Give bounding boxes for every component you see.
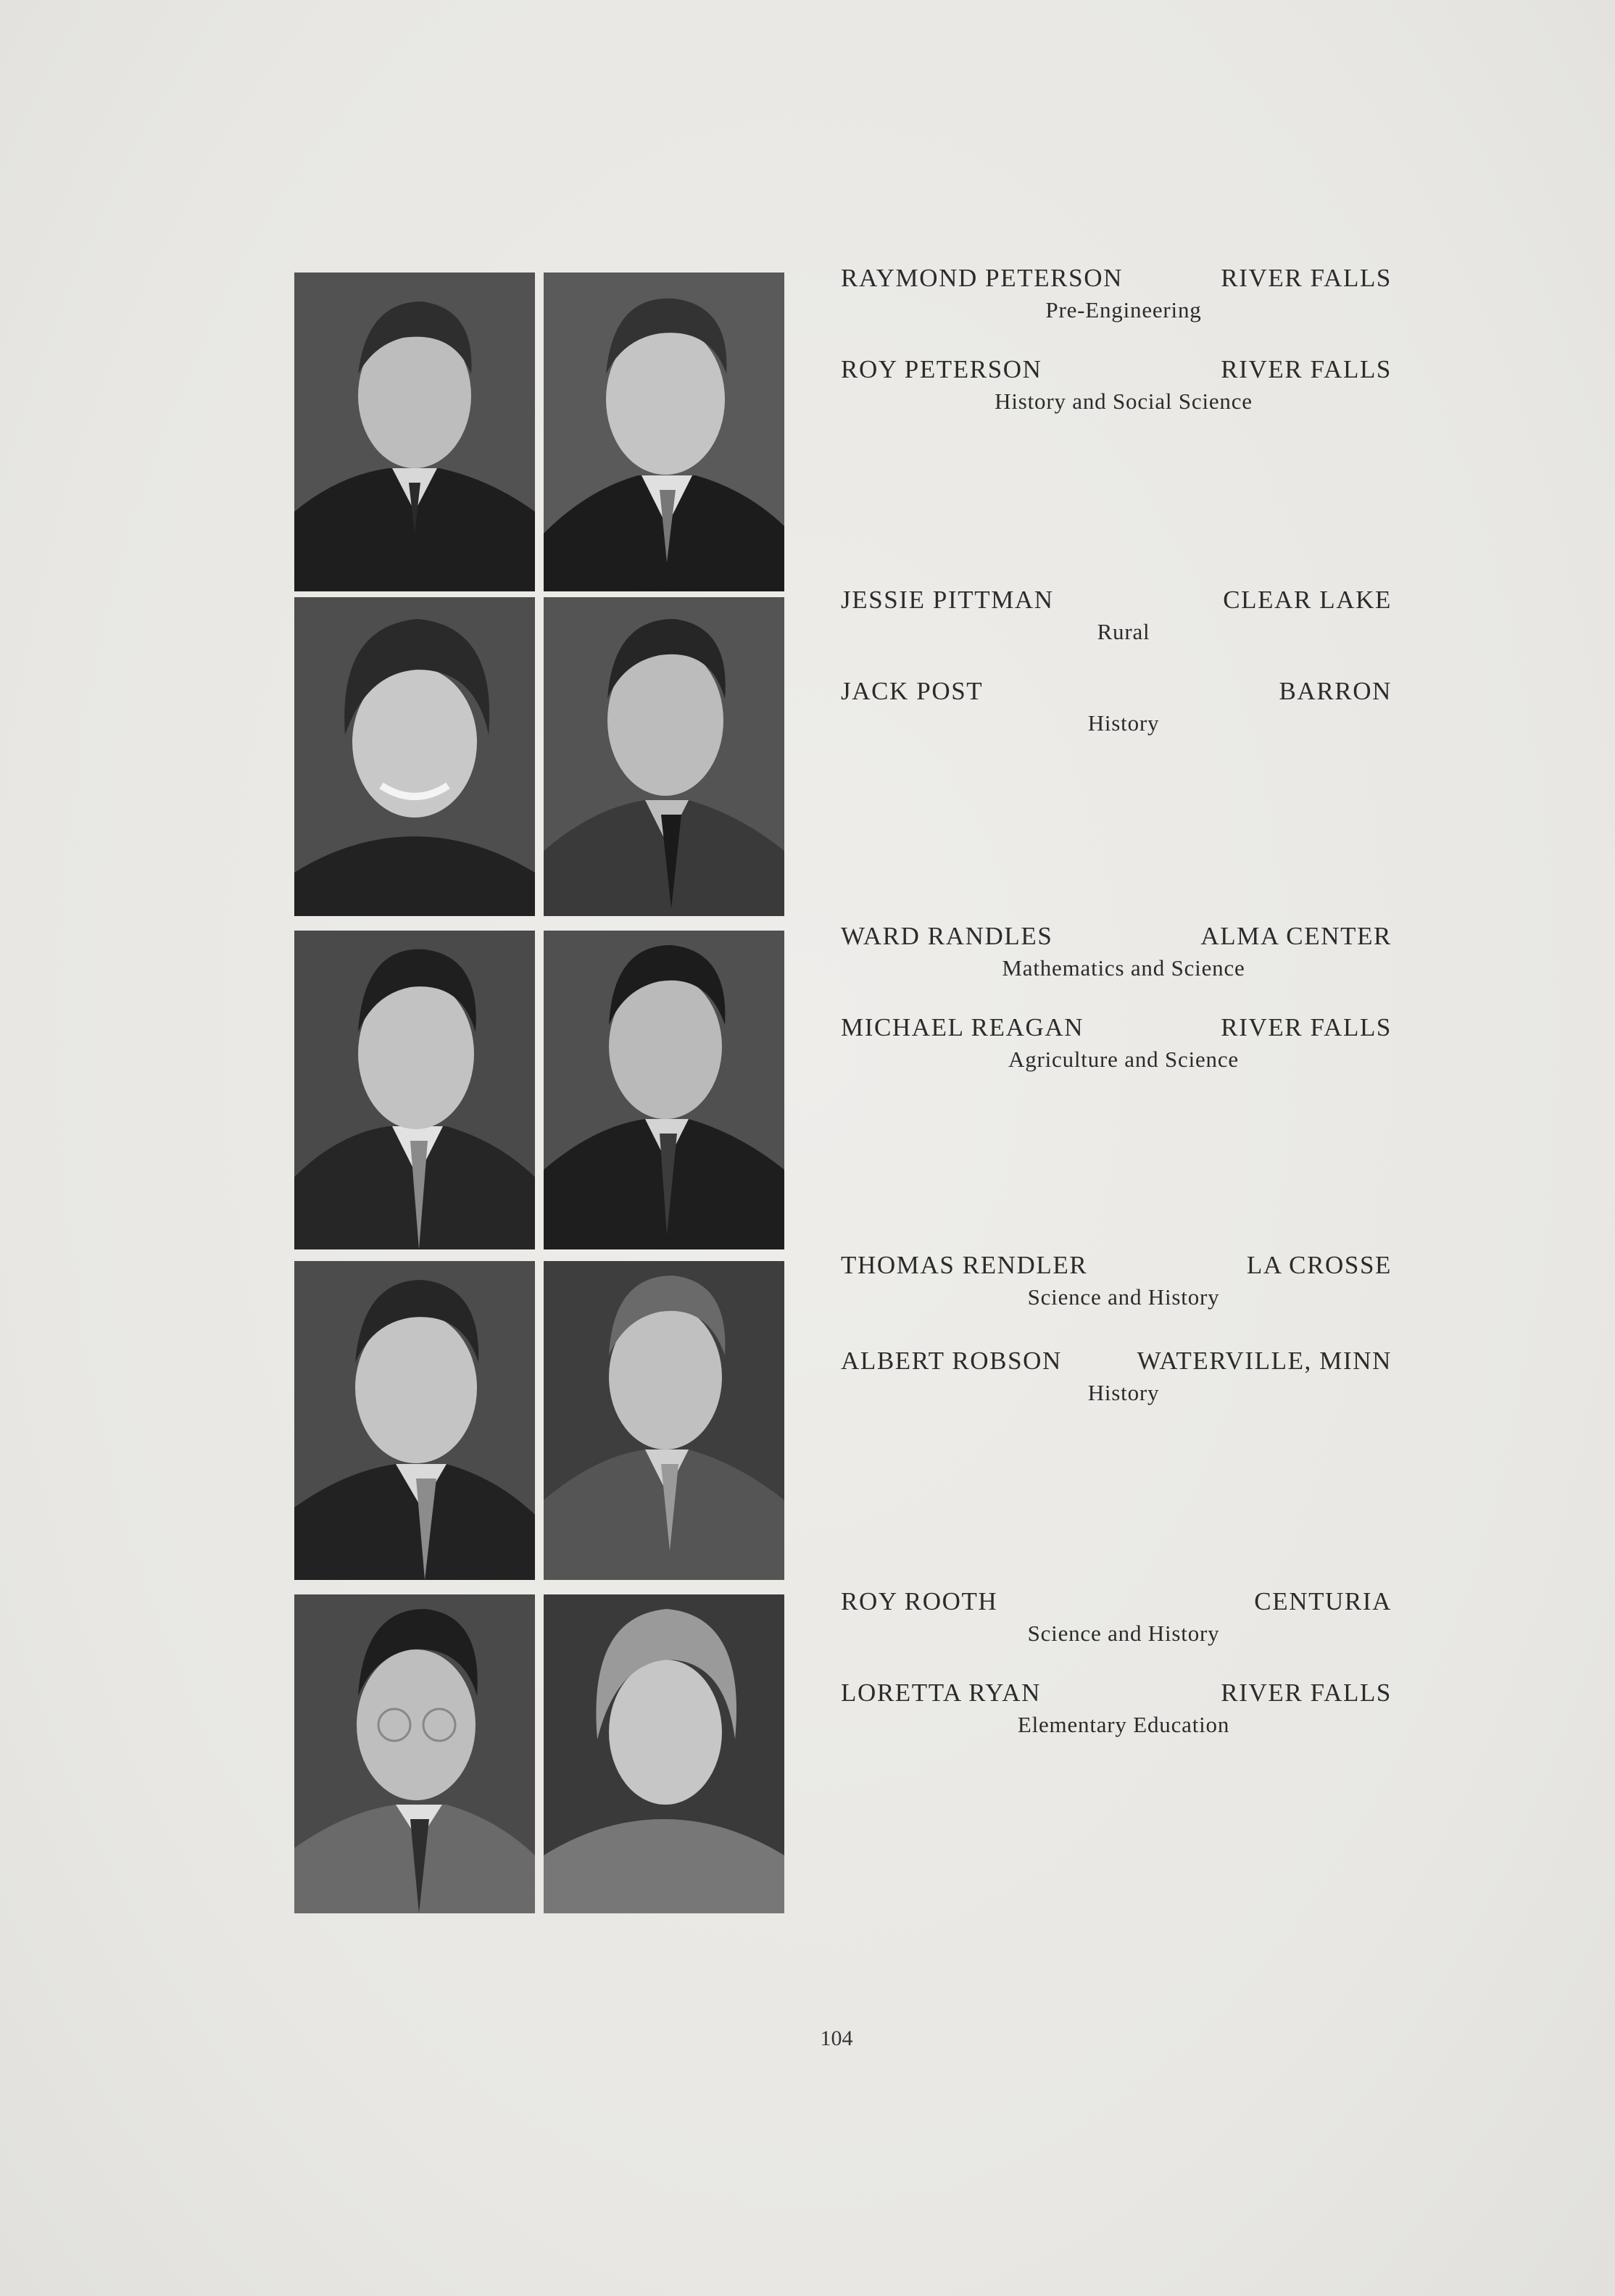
student-major: Science and History <box>1027 1284 1220 1310</box>
portrait-ward-randles <box>294 931 535 1249</box>
student-entry <box>841 1587 1392 1647</box>
student-entry <box>841 1251 1392 1310</box>
student-hometown: RIVER FALLS <box>1221 355 1392 383</box>
student-hometown: WATERVILLE, MINN <box>1137 1347 1392 1375</box>
portrait-loretta-ryan <box>544 1594 784 1913</box>
student-entry <box>841 586 1392 645</box>
student-name: ROY ROOTH <box>841 1587 998 1615</box>
student-hometown: RIVER FALLS <box>1221 1679 1392 1707</box>
student-hometown: RIVER FALLS <box>1221 264 1392 292</box>
student-entry <box>841 355 1392 415</box>
portrait-jack-post <box>544 597 784 916</box>
portrait-grid <box>294 273 784 1913</box>
student-entry <box>841 1347 1392 1406</box>
student-major: Rural <box>1097 619 1150 644</box>
portrait-roy-rooth <box>294 1594 535 1913</box>
portrait-albert-robson <box>544 1261 784 1580</box>
student-major: History and Social Science <box>995 388 1253 414</box>
student-major: Science and History <box>1027 1621 1220 1646</box>
portrait-jessie-pittman <box>294 597 535 916</box>
student-major: Elementary Education <box>1017 1712 1230 1737</box>
student-entry <box>841 264 1392 323</box>
portrait-michael-reagan <box>544 931 784 1249</box>
student-name: LORETTA RYAN <box>841 1679 1041 1707</box>
student-hometown: ALMA CENTER <box>1200 922 1392 950</box>
student-hometown: BARRON <box>1279 677 1392 705</box>
student-name: JACK POST <box>841 677 984 705</box>
student-name: MICHAEL REAGAN <box>841 1013 1084 1041</box>
student-name: WARD RANDLES <box>841 922 1053 950</box>
student-major: Mathematics and Science <box>1002 955 1245 981</box>
student-hometown: CENTURIA <box>1254 1587 1392 1615</box>
student-name: ALBERT ROBSON <box>841 1347 1062 1375</box>
student-entry <box>841 922 1392 981</box>
student-major: History <box>1087 710 1160 736</box>
student-major: History <box>1087 1380 1160 1405</box>
portrait-raymond-peterson <box>294 273 535 591</box>
student-major: Agriculture and Science <box>1008 1047 1239 1072</box>
page-number: 104 <box>820 2026 853 2050</box>
portrait-roy-peterson <box>544 273 784 591</box>
student-hometown: LA CROSSE <box>1246 1251 1392 1279</box>
student-name: RAYMOND PETERSON <box>841 264 1123 292</box>
student-major: Pre-Engineering <box>1045 297 1202 323</box>
student-name: ROY PETERSON <box>841 355 1042 383</box>
student-entry <box>841 677 1392 736</box>
student-hometown: RIVER FALLS <box>1221 1013 1392 1041</box>
student-name: JESSIE PITTMAN <box>841 586 1054 614</box>
student-name: THOMAS RENDLER <box>841 1251 1088 1279</box>
student-hometown: CLEAR LAKE <box>1223 586 1392 614</box>
student-entry <box>841 1679 1392 1738</box>
portrait-thomas-rendler <box>294 1261 535 1580</box>
student-entry <box>841 1013 1392 1073</box>
